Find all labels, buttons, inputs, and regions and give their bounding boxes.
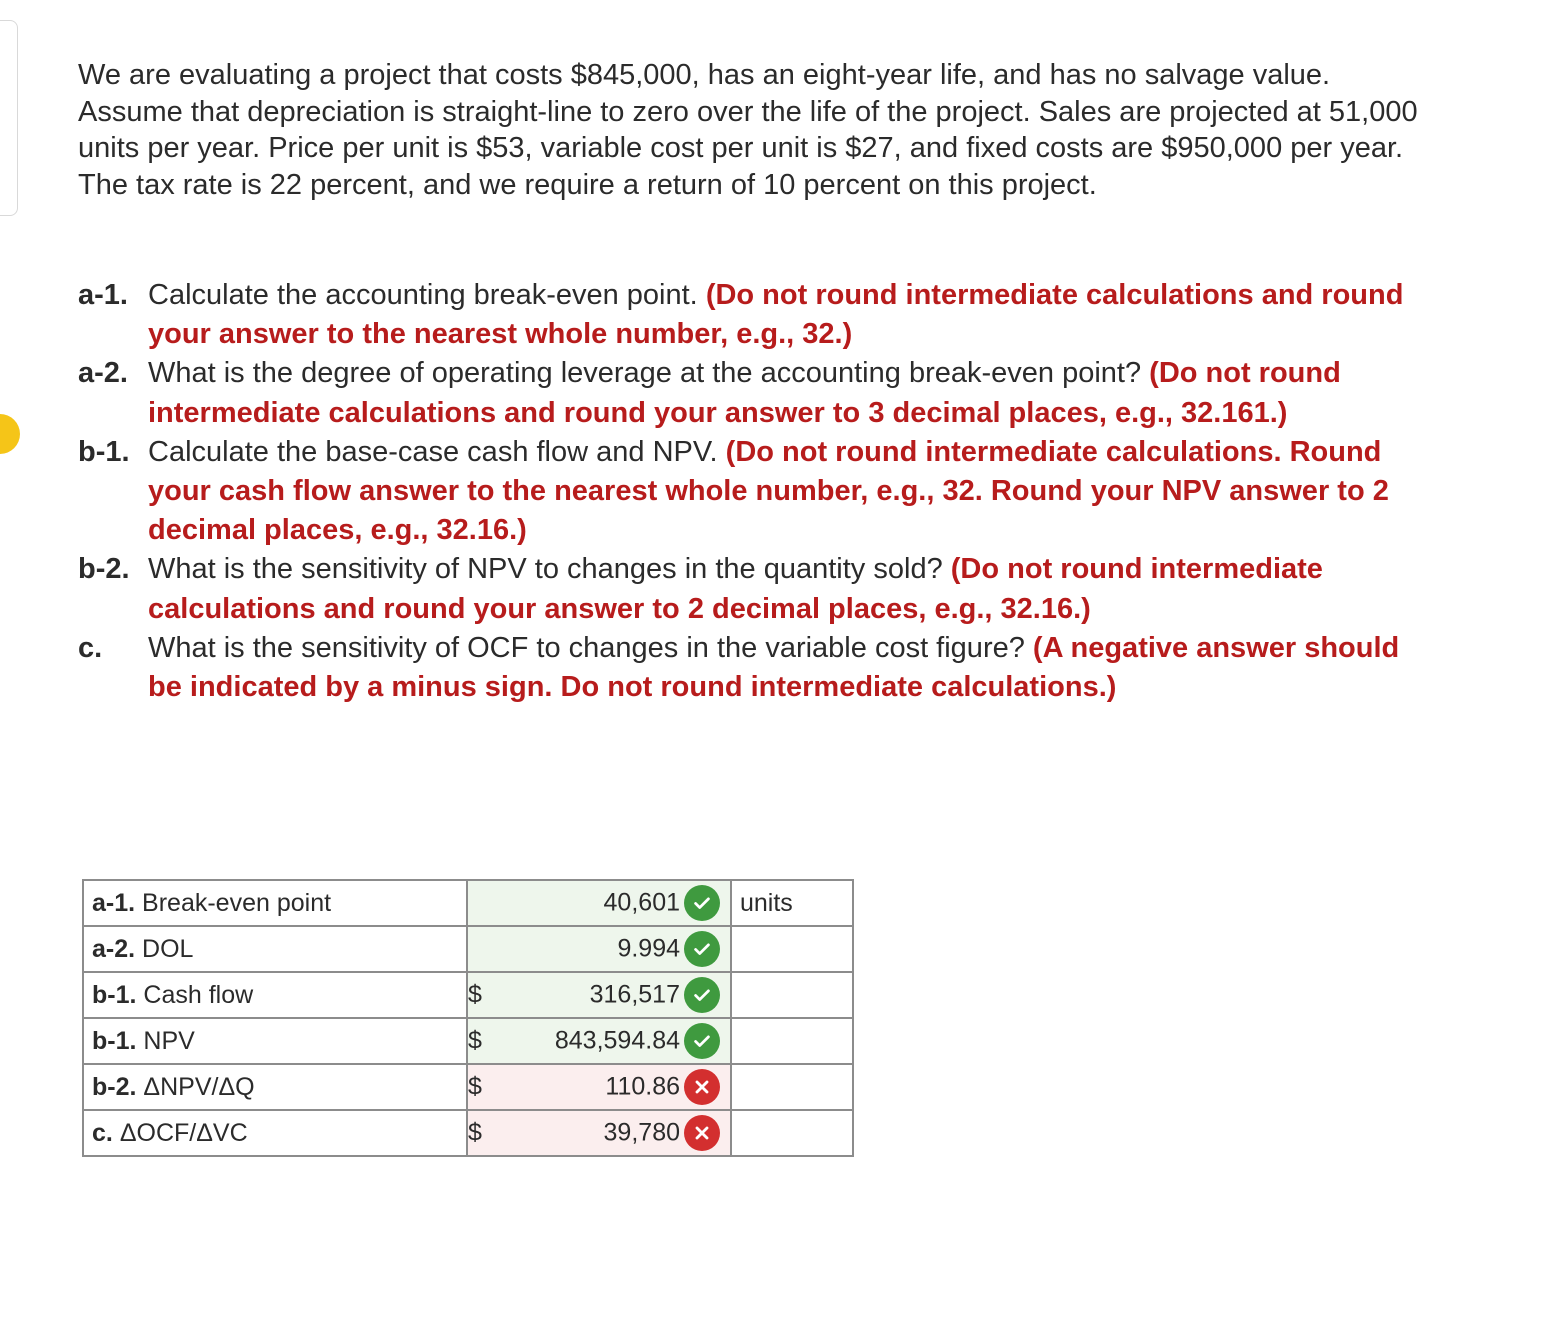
question-a2	[78, 354, 1418, 432]
answer-value: 316,517	[589, 980, 680, 1009]
question-instruction: (A negative answer should be indicated by a minus sign. Do not round intermediate calculations.)	[148, 631, 1400, 704]
question-instruction: (Do not round intermediate calculations and round your answer to 3 decimal places, e.g., 32.161.)	[148, 357, 1341, 429]
currency-symbol: $	[468, 1026, 482, 1055]
problem-intro: We are evaluating a project that costs $845,000, has an eight-year life, and has no salvage value. Assume that depreciation is straight-line to zero over the life of the project. Sales are projected at 51,000 units per year. Price per unit is $53, variable cost per unit is $27, and fixed costs are $950,000 per year. The tax rate is 22 percent, and we require a return of 10 percent on this project.	[78, 59, 1418, 201]
check-icon	[684, 931, 720, 967]
answer-input-cash-flow[interactable]	[467, 972, 731, 1018]
question-label: b-1.	[78, 435, 130, 468]
answer-label: b-1. NPV	[83, 1018, 467, 1064]
check-icon	[684, 977, 720, 1013]
question-c	[78, 629, 1418, 707]
question-label: a-2.	[78, 357, 128, 390]
question-label: a-1.	[78, 279, 128, 311]
question-label: b-2.	[78, 553, 130, 586]
answer-unit	[731, 972, 853, 1018]
question-text: What is the degree of operating leverage at the accounting break-even point?	[148, 357, 1142, 390]
answer-unit	[731, 1018, 853, 1064]
progress-marker	[0, 414, 20, 454]
x-icon	[684, 1115, 720, 1151]
question-a1	[78, 276, 1418, 354]
currency-symbol: $	[468, 1072, 482, 1101]
question-b1	[78, 433, 1418, 551]
question-text: What is the sensitivity of NPV to changes in the quantity sold?	[148, 553, 943, 586]
answer-value: 40,601	[603, 888, 680, 917]
question-text: What is the sensitivity of OCF to changes in the variable cost figure?	[148, 631, 1025, 664]
answer-unit: units	[731, 880, 853, 926]
answer-row-npv-sensitivity	[83, 1064, 853, 1110]
answer-row-break-even	[83, 880, 853, 926]
answer-label: a-2. DOL	[83, 926, 467, 972]
answer-unit	[731, 926, 853, 972]
answer-value: 843,594.84	[554, 1026, 680, 1055]
question-instruction: (Do not round intermediate calculations. Round your cash flow answer to the nearest whole number, e.g., 32. Round your NPV answer to 2 decimal places, e.g., 32.16.)	[148, 435, 1389, 547]
answer-row-ocf-sensitivity	[83, 1110, 853, 1156]
answer-input-break-even[interactable]	[467, 880, 731, 926]
answer-value: 9.994	[617, 934, 680, 963]
answer-unit	[731, 1064, 853, 1110]
check-icon	[684, 1023, 720, 1059]
answer-row-cash-flow	[83, 972, 853, 1018]
question-instruction: (Do not round intermediate calculations and round your answer to the nearest whole number, e.g., 32.)	[148, 279, 1404, 351]
answer-label: b-2. ΔNPV/ΔQ	[83, 1064, 467, 1110]
answer-table	[82, 879, 854, 1157]
answer-row-dol	[83, 926, 853, 972]
question-b2	[78, 550, 1418, 628]
question-text: Calculate the base-case cash flow and NPV.	[148, 435, 718, 468]
answer-value: 39,780	[603, 1118, 680, 1147]
question-text: Calculate the accounting break-even point.	[148, 279, 698, 311]
answer-value: 110.86	[605, 1072, 680, 1101]
answer-label: a-1. Break-even point	[83, 880, 467, 926]
answer-input-dol[interactable]	[467, 926, 731, 972]
question-label: c.	[78, 631, 103, 664]
side-panel-edge	[0, 20, 18, 216]
question-list	[78, 276, 1418, 707]
currency-symbol: $	[468, 1118, 482, 1147]
answer-row-npv	[83, 1018, 853, 1064]
answer-label: b-1. Cash flow	[83, 972, 467, 1018]
answer-input-npv-sensitivity[interactable]	[467, 1064, 731, 1110]
check-icon	[684, 885, 720, 921]
answer-unit	[731, 1110, 853, 1156]
answer-input-ocf-sensitivity[interactable]	[467, 1110, 731, 1156]
answer-label: c. ΔOCF/ΔVC	[83, 1110, 467, 1156]
question-instruction: (Do not round intermediate calculations and round your answer to 2 decimal places, e.g., 32.16.)	[148, 553, 1323, 625]
x-icon	[684, 1069, 720, 1105]
answer-input-npv[interactable]	[467, 1018, 731, 1064]
currency-symbol: $	[468, 980, 482, 1009]
